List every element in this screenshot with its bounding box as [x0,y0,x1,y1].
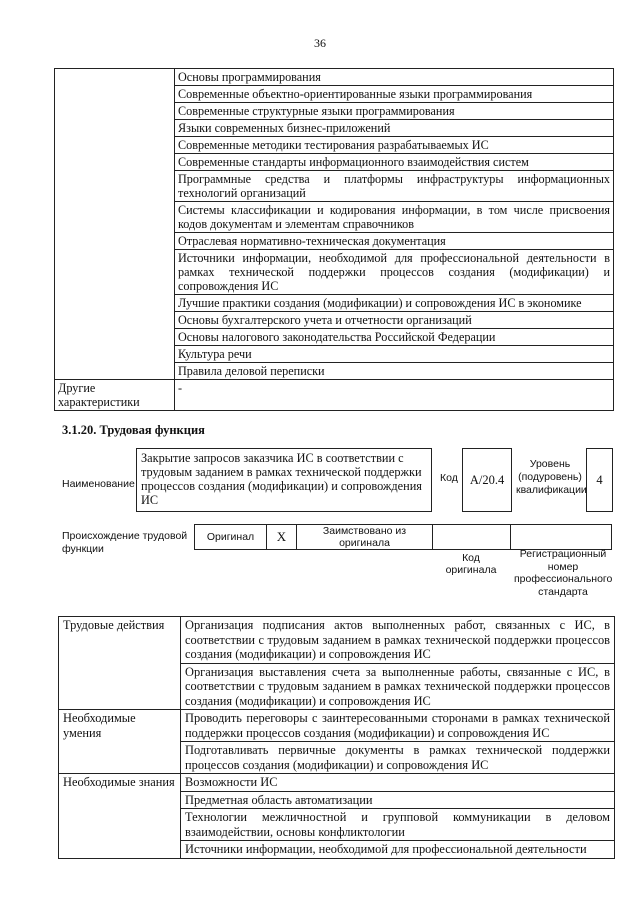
knowledge-label-cell [55,69,175,380]
list-item: Современные методики тестирования разрабатываемых ИС [175,137,614,154]
list-item: Современные стандарты информационного взаимодействия систем [175,154,614,171]
other-characteristics-value: - [175,380,614,411]
list-item: Языки современных бизнес-приложений [175,120,614,137]
registration-number-cell [511,525,612,550]
list-item: Организация выставления счета за выполненные работы, связанные с ИС, в соответствии с трудовым заданием в рамках технической поддержки процессов создания (модификации) и сопровождения ИС [181,663,615,710]
list-item: Организация подписания актов выполненных работ, связанных с ИС, в соответствии с трудовым заданием в рамках технической поддержки процессов создания (модификации) и сопровождения ИС [181,617,615,664]
original-mark: X [267,525,297,550]
table-row [195,525,612,550]
origin-label: Происхождение трудовой функции [62,530,188,555]
knowledge-table [54,68,614,411]
code-label: Код [440,472,458,484]
function-details-table [58,616,615,859]
table-row [55,380,614,411]
list-item: Отраслевая нормативно-техническая документация [175,233,614,250]
other-characteristics-label: Другие характеристики [55,380,175,411]
list-item: Основы налогового законодательства Российской Федерации [175,329,614,346]
code-original-caption: Код оригинала [445,552,497,576]
list-item: Проводить переговоры с заинтересованными сторонами в рамках технической поддержки процессов создания (модификации) и сопровождения ИС [181,710,615,742]
list-item: Возможности ИС [181,774,615,792]
list-item: Основы программирования [175,69,614,86]
level-value-box: 4 [586,448,613,512]
table-row [59,710,615,742]
origin-table [194,524,612,550]
list-item: Программные средства и платформы инфраструктуры информационных технологий организаций [175,171,614,202]
page-number: 36 [314,36,326,50]
code-original-cell [433,525,511,550]
name-label: Наименование [62,478,135,490]
skills-label: Необходимые умения [59,710,181,774]
list-item: Современные объектно-ориентированные языки программирования [175,86,614,103]
actions-label: Трудовые действия [59,617,181,710]
list-item: Современные структурные языки программирования [175,103,614,120]
code-value-box: A/20.4 [462,448,512,512]
list-item: Системы классификации и кодирования информации, в том числе присвоения кодов документам и элементам справочников [175,202,614,233]
borrowed-cell: Заимствовано из оригинала [297,525,433,550]
table-row [59,774,615,792]
list-item: Лучшие практики создания (модификации) и сопровождения ИС в экономике [175,295,614,312]
list-item: Подготавливать первичные документы в рамках технической поддержки процессов создания (модификации) и сопровождения ИС [181,742,615,774]
list-item: Правила деловой переписки [175,363,614,380]
original-cell: Оригинал [195,525,267,550]
list-item: Основы бухгалтерского учета и отчетности организаций [175,312,614,329]
level-label: Уровень (подуровень) квалификации [516,458,587,496]
knowledge-label: Необходимые знания [59,774,181,859]
table-row [55,69,614,86]
list-item: Технологии межличностной и групповой коммуникации в деловом взаимодействии, основы конфликтологии [181,809,615,841]
registration-caption: Регистрационный номер профессионального стандарта [514,548,613,598]
list-item: Источники информации, необходимой для профессиональной деятельности в рамках технической поддержки процессов создания (модификации) и сопровождения ИС [175,250,614,295]
section-title: 3.1.20. Трудовая функция [62,423,205,437]
table-row [59,617,615,664]
list-item: Предметная область автоматизации [181,791,615,809]
function-name-box: Закрытие запросов заказчика ИС в соответствии с трудовым заданием в рамках технической поддержки процессов создания (модификации) и сопровождения ИС [136,448,432,512]
list-item: Культура речи [175,346,614,363]
list-item: Источники информации, необходимой для профессиональной деятельности [181,841,615,859]
